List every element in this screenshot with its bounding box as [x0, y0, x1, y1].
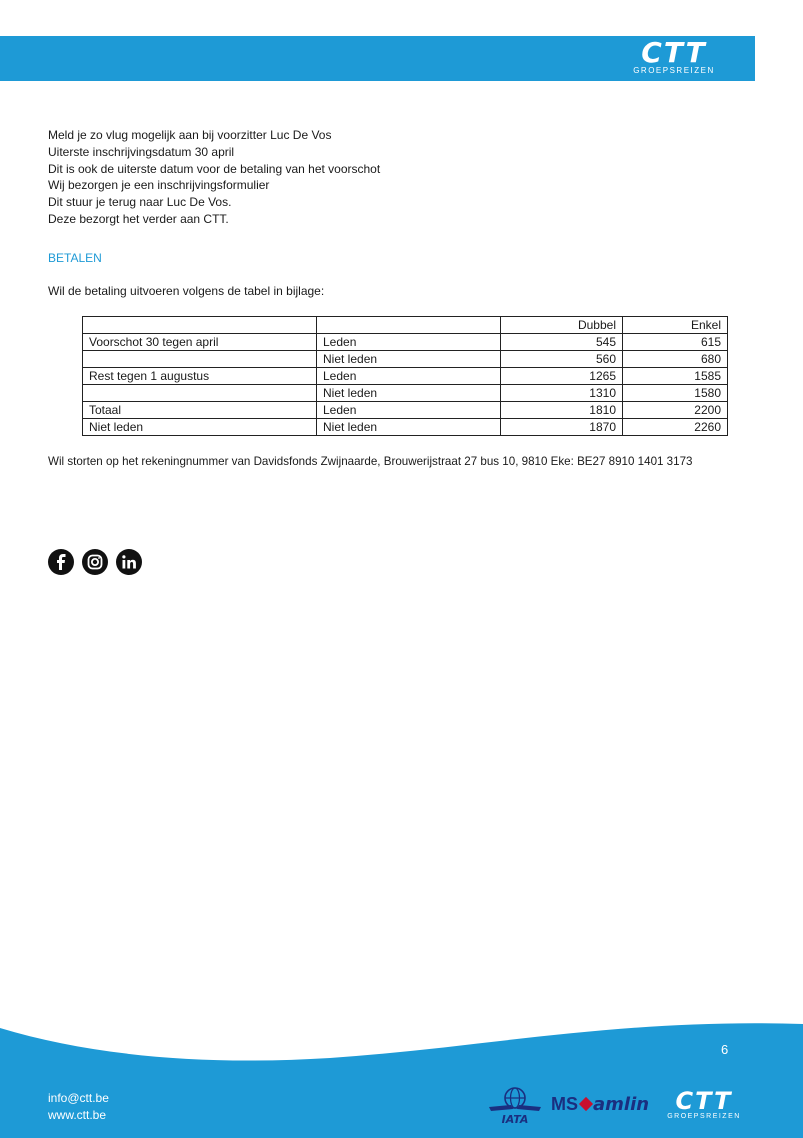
- table-cell: 545: [501, 334, 623, 351]
- table-cell: 680: [623, 351, 728, 368]
- globe-icon: [487, 1087, 543, 1125]
- msamlin-ms: MS: [551, 1094, 578, 1114]
- table-header-cell: Dubbel: [501, 317, 623, 334]
- table-row: [83, 351, 728, 368]
- table-row: [83, 402, 728, 419]
- table-cell: Voorschot 30 tegen april: [83, 334, 317, 351]
- table-cell: 1870: [501, 419, 623, 436]
- social-icons: [48, 549, 142, 575]
- table-cell: 1310: [501, 385, 623, 402]
- table-cell: Niet leden: [317, 351, 501, 368]
- table-cell: 2260: [623, 419, 728, 436]
- table-cell: [83, 385, 317, 402]
- intro-line: Meld je zo vlug mogelijk aan bij voorzitter Luc De Vos: [48, 128, 332, 142]
- intro-text: [48, 127, 380, 228]
- table-cell: 1265: [501, 368, 623, 385]
- facebook-icon[interactable]: [48, 549, 74, 575]
- email-link[interactable]: info@ctt.be: [48, 1091, 109, 1105]
- table-cell: Leden: [317, 334, 501, 351]
- table-cell: 560: [501, 351, 623, 368]
- iata-logo: [487, 1087, 543, 1125]
- page-number: 6: [721, 1042, 729, 1057]
- table-cell: Rest tegen 1 augustus: [83, 368, 317, 385]
- linkedin-icon[interactable]: [116, 549, 142, 575]
- intro-line: Wij bezorgen je een inschrijvingsformulier: [48, 178, 270, 193]
- intro-line: Deze bezorgt het verder aan CTT.: [48, 211, 229, 226]
- table-header-cell: [317, 317, 501, 334]
- table-header-row: [83, 317, 728, 334]
- table-cell: [83, 351, 317, 368]
- intro-line: Uiterste inschrijvingsdatum 30 april: [48, 144, 235, 159]
- table-row: [83, 334, 728, 351]
- diamond-icon: [579, 1097, 593, 1111]
- ctt-footer-logo-subtitle: GROEPSREIZEN: [667, 1113, 741, 1120]
- table-row: [83, 385, 728, 402]
- contact-info: [48, 1090, 109, 1124]
- table-header-cell: Enkel: [623, 317, 728, 334]
- msamlin-amlin: amlin: [593, 1094, 650, 1115]
- payment-table: [82, 316, 728, 436]
- table-cell: Niet leden: [83, 419, 317, 436]
- table-cell: Niet leden: [317, 385, 501, 402]
- table-row: [83, 368, 728, 385]
- account-text: Wil storten op het rekeningnummer van Davidsfonds Zwijnaarde, Brouwerijstraat 27 bus 10, 9810 Eke: BE27 8910 1401 3173: [48, 455, 693, 468]
- table-header-cell: [83, 317, 317, 334]
- table-cell: Leden: [317, 402, 501, 419]
- ctt-logo: [628, 36, 720, 76]
- payment-intro: Wil de betaling uitvoeren volgens de tabel in bijlage:: [48, 284, 325, 298]
- ctt-logo-text: CTT: [641, 36, 707, 69]
- table-cell: 1580: [623, 385, 728, 402]
- table-cell: Totaal: [83, 402, 317, 419]
- intro-line: Dit is ook de uiterste datum voor de betaling van het voorschot: [48, 161, 381, 176]
- intro-line: Dit stuur je terug naar Luc De Vos.: [48, 195, 232, 210]
- table-cell: Leden: [317, 368, 501, 385]
- ctt-footer-logo: [666, 1087, 742, 1121]
- ctt-logo-subtitle: GROEPSREIZEN: [633, 66, 715, 75]
- ctt-footer-logo-text: CTT: [675, 1087, 733, 1115]
- table-cell: 1810: [501, 402, 623, 419]
- instagram-icon[interactable]: [82, 549, 108, 575]
- msamlin-logo: [551, 1094, 649, 1115]
- table-cell: 1585: [623, 368, 728, 385]
- section-title-betalen: BETALEN: [48, 251, 102, 265]
- iata-label: IATA: [501, 1113, 529, 1125]
- table-cell: 2200: [623, 402, 728, 419]
- table-row: [83, 419, 728, 436]
- table-cell: Niet leden: [317, 419, 501, 436]
- website-link[interactable]: www.ctt.be: [48, 1108, 107, 1122]
- table-cell: 615: [623, 334, 728, 351]
